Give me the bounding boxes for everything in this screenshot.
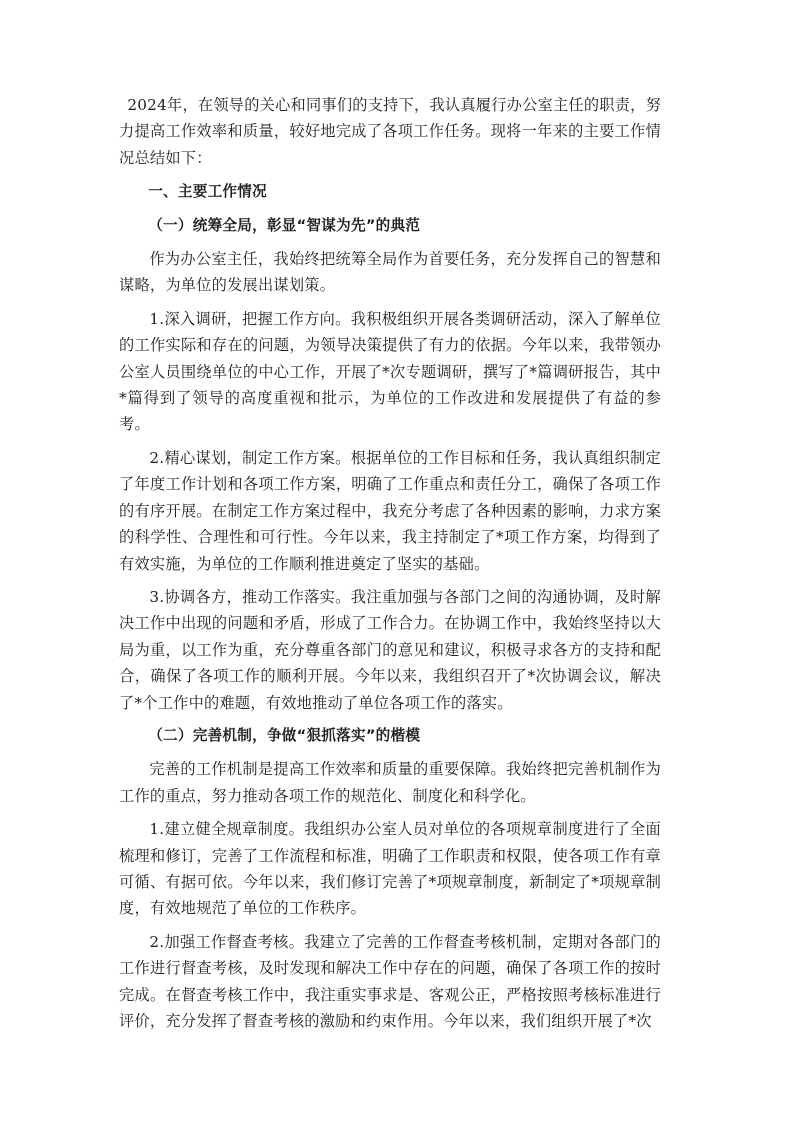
section-heading-main-work: 一、主要工作情况 — [148, 183, 267, 201]
subsection-2-item-1-paragraph: 1.建立健全规章制度。我组织办公室人员对单位的各项规章制度进行了全面梳理和修订，完善了工作流程和标准，明确了工作职责和权限，使各项工作有章可循、有据可依。今年以来，我们修订完善了*项规章制度，新制定了*项规章制度，有效地规范了单位的工作秩序。 — [119, 820, 661, 918]
subsection-heading-improve-mechanism: （二）完善机制，争做“狠抓落实”的楷模 — [148, 726, 421, 744]
subsection-1-item-2-paragraph: 2.精心谋划，制定工作方案。根据单位的工作目标和任务，我认真组织制定了年度工作计划和各项工作方案，明确了工作重点和责任分工，确保了各项工作的有序开展。在制定工作方案过程中，我充分考虑了各种因素的影响，力求方案的科学性、合理性和可行性。今年以来，我主持制定了*项工作方案，均得到了有效实施，为单位的工作顺利推进奠定了坚实的基础。 — [119, 448, 661, 573]
subsection-heading-overall-planning: （一）统筹全局，彰显“智谋为先”的典范 — [148, 216, 421, 234]
subsection-2-item-2-paragraph: 2.加强工作督查考核。我建立了完善的工作督查考核机制，定期对各部门的工作进行督查考核，及时发现和解决工作中存在的问题，确保了各项工作的按时完成。在督查考核工作中，我注重实事求是、客观公正，严格按照考核标准进行评价，充分发挥了督查考核的激励和约束作用。今年以来，我们组织开展了*次 — [119, 932, 661, 1030]
document-page — [119, 92, 661, 1034]
subsection-1-item-1-paragraph: 1.深入调研，把握工作方向。我积极组织开展各类调研活动，深入了解单位的工作实际和存在的问题，为领导决策提供了有力的依据。今年以来，我带领办公室人员围绕单位的中心工作，开展了*次专题调研，撰写了*篇调研报告，其中*篇得到了领导的高度重视和批示，为单位的工作改进和发展提供了有益的参考。 — [119, 309, 661, 434]
subsection-1-intro-paragraph: 作为办公室主任，我始终把统筹全局作为首要任务，充分发挥自己的智慧和谋略，为单位的发展出谋划策。 — [119, 250, 661, 295]
intro-paragraph: 2024年，在领导的关心和同事们的支持下，我认真履行办公室主任的职责，努力提高工作效率和质量，较好地完成了各项工作任务。现将一年来的主要工作情况总结如下： — [119, 96, 662, 167]
subsection-1-item-3-paragraph: 3.协调各方，推动工作落实。我注重加强与各部门之间的沟通协调，及时解决工作中出现的问题和矛盾，形成了工作合力。在协调工作中，我始终坚持以大局为重，以工作为重，充分尊重各部门的意见和建议，积极寻求各方的支持和配合，确保了各项工作的顺利开展。今年以来，我组织召开了*次协调会议，解决了*个工作中的难题，有效地推动了单位各项工作的落实。 — [119, 587, 661, 712]
subsection-2-intro-paragraph: 完善的工作机制是提高工作效率和质量的重要保障。我始终把完善机制作为工作的重点，努力推动各项工作的规范化、制度化和科学化。 — [119, 760, 661, 805]
